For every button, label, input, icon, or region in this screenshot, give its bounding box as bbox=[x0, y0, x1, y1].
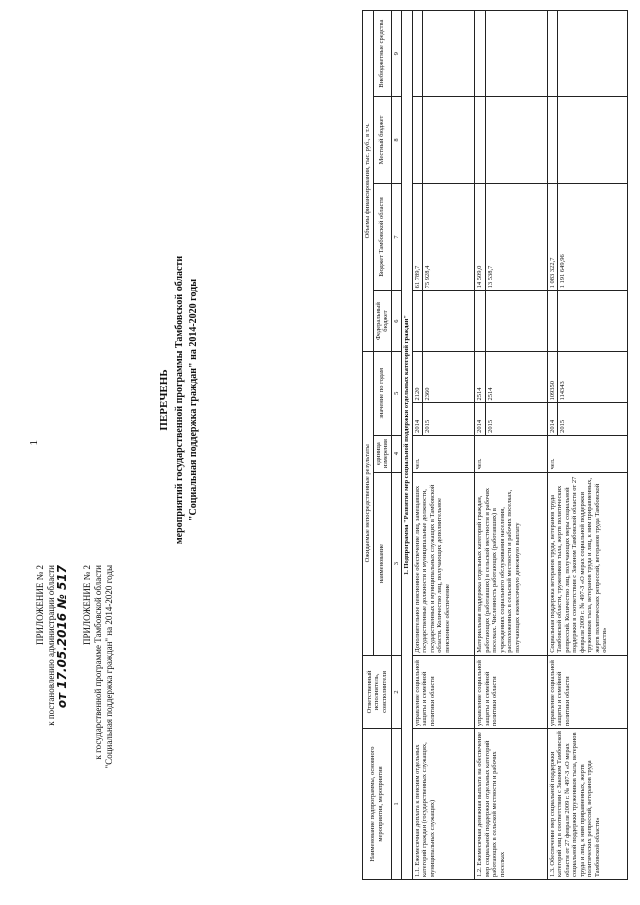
year-cell: 2014 bbox=[412, 403, 423, 435]
value-cell: 2360 bbox=[423, 351, 475, 403]
appendix-decree-ref: к постановлению администрации области bbox=[46, 565, 56, 726]
value-cell: 114343 bbox=[558, 351, 628, 403]
value-cell: 109350 bbox=[547, 351, 558, 403]
fed-budget-cell bbox=[558, 291, 628, 351]
year-cell: 2014 bbox=[547, 403, 558, 435]
table-row bbox=[547, 11, 558, 880]
loc-budget-cell bbox=[412, 97, 423, 183]
table-row bbox=[412, 11, 423, 880]
measure-unit: чел. bbox=[412, 435, 475, 472]
loc-budget-cell bbox=[423, 97, 475, 183]
col-header-fed: Федеральный бюджет bbox=[373, 291, 391, 351]
measure-name: 1.3. Обеспечение мер социальной поддержки категорий лиц в соответствии с Законом Тамбовской области от 27 февраля 2009 г. № 497-З «О мерах социальной поддержки тружеников тыла, ветеранов труда и лиц, к ним приравненных, жертв политических репрессий, ветеранов труда Тамбовской области» bbox=[547, 729, 628, 880]
reg-budget-cell: 75 928,4 bbox=[423, 183, 475, 291]
col-number: 5 bbox=[391, 351, 402, 435]
col-header-responsible: Ответственный исполнитель, соисполнители bbox=[363, 655, 392, 728]
extra-budget-cell bbox=[485, 11, 547, 97]
measure-name: 1.2. Ежемесячная денежная выплата на обеспечение мер социальной поддержки отдельных категорий работающих в сельской местности и рабочих поселках bbox=[475, 729, 548, 880]
col-header-extra: Внебюджетные средства bbox=[373, 11, 391, 97]
measure-unit: чел. bbox=[475, 435, 548, 472]
extra-budget-cell bbox=[423, 11, 475, 97]
col-number: 3 bbox=[391, 472, 402, 655]
col-number: 2 bbox=[391, 655, 402, 728]
col-header-exp-name: наименование bbox=[373, 472, 391, 655]
extra-budget-cell bbox=[412, 11, 423, 97]
measure-expected-result: Социальная поддержка ветеранов труда, ветеранов труда Тамбовской области, тружеников тыла, жертв политических репрессий. Количество лиц, получающих меры социальной поддержки в соответствии с Законом Тамбовской области от 27 февраля 2009 г. № 497-З «О мерах социальной поддержки тружеников тыла, ветеранов труда и лиц, к ним приравненных, жертв политических репрессий, ветеранов труда Тамбовской области» bbox=[547, 472, 628, 655]
year-cell: 2015 bbox=[485, 403, 547, 435]
measure-responsible: управление социальной защиты и семейной политики области bbox=[475, 655, 548, 728]
appendix-program-label: ПРИЛОЖЕНИЕ № 2 bbox=[82, 565, 92, 646]
reg-budget-cell: 1 191 649,96 bbox=[558, 183, 628, 291]
value-cell: 2514 bbox=[475, 351, 486, 403]
fed-budget-cell bbox=[423, 291, 475, 351]
col-number: 9 bbox=[391, 11, 402, 97]
value-cell: 2514 bbox=[485, 351, 547, 403]
measure-name: 1.1. Ежемесячная доплата к пенсиям отдельных категорий граждан (государственных служащих, муниципальных служащих) bbox=[412, 729, 475, 880]
reg-budget-cell: 14 509,0 bbox=[475, 183, 486, 291]
col-header-exp-unit: единица измерения bbox=[373, 435, 391, 472]
table-header-row bbox=[363, 11, 374, 880]
col-header-expected: Ожидаемые непосредственные результаты bbox=[363, 351, 374, 655]
fed-budget-cell bbox=[547, 291, 558, 351]
subprogram-row bbox=[402, 11, 413, 880]
column-numbers-row bbox=[391, 11, 402, 880]
document-program-name: "Социальная поддержка граждан" на 2014-2020 годы bbox=[188, 278, 199, 522]
table-row bbox=[475, 11, 486, 880]
col-header-loc: Местный бюджет bbox=[373, 97, 391, 183]
appendix-decree-label: ПРИЛОЖЕНИЕ № 2 bbox=[35, 565, 45, 646]
fed-budget-cell bbox=[475, 291, 486, 351]
col-number: 8 bbox=[391, 97, 402, 183]
year-cell: 2015 bbox=[558, 403, 628, 435]
loc-budget-cell bbox=[475, 97, 486, 183]
col-number: 7 bbox=[391, 183, 402, 291]
col-number: 4 bbox=[391, 435, 402, 472]
value-cell: 2120 bbox=[412, 351, 423, 403]
extra-budget-cell bbox=[547, 11, 558, 97]
appendix-program-name: "Социальная поддержка граждан" на 2014-2020 годы bbox=[104, 565, 114, 769]
year-cell: 2015 bbox=[423, 403, 475, 435]
subprogram-title: 1. Подпрограмма "Развитие мер социальной поддержки отдельных категорий граждан" bbox=[402, 11, 413, 880]
appendix-program-ref: к государственной программе Тамбовской области bbox=[93, 565, 103, 760]
fed-budget-cell bbox=[485, 291, 547, 351]
year-cell: 2014 bbox=[475, 403, 486, 435]
extra-budget-cell bbox=[475, 11, 486, 97]
col-number: 1 bbox=[391, 729, 402, 880]
col-header-exp-value: значение по годам bbox=[373, 351, 391, 435]
reg-budget-cell: 1 083 322,7 bbox=[547, 183, 558, 291]
loc-budget-cell bbox=[485, 97, 547, 183]
page-number: 1 bbox=[28, 440, 40, 446]
measure-responsible: управление социальной защиты и семейной политики области bbox=[412, 655, 475, 728]
reg-budget-cell: 61 789,7 bbox=[412, 183, 423, 291]
loc-budget-cell bbox=[558, 97, 628, 183]
extra-budget-cell bbox=[558, 11, 628, 97]
col-header-funding: Объемы финансирования, тыс. руб., в т.ч. bbox=[363, 11, 374, 352]
appendix-decree-header bbox=[35, 565, 68, 895]
col-number: 6 bbox=[391, 291, 402, 351]
handwritten-date-number: от 17.05.2016 № 517 bbox=[55, 565, 69, 709]
col-header-reg: Бюджет Тамбовской области bbox=[373, 183, 391, 291]
reg-budget-cell: 13 538,7 bbox=[485, 183, 547, 291]
measure-responsible: управление социальной защиты и семейной политики области bbox=[547, 655, 628, 728]
col-header-name: Наименование подпрограммы, основного мероприятия, мероприятия bbox=[363, 729, 392, 880]
measure-expected-result: Материальная поддержка отдельных категорий граждан, работающих (работавших) в сельской местности и рабочих поселках. Численность работающих (работавших) в учреждениях социального обслуживания населения, расположенных в сельской местности и рабочих поселках, получающих ежемесячную денежную выплату bbox=[475, 472, 548, 655]
document-title: ПЕРЕЧЕНЬ bbox=[158, 369, 170, 431]
appendix-program-header bbox=[82, 565, 115, 895]
measure-unit: чел. bbox=[547, 435, 628, 472]
measure-expected-result: Дополнительное пенсионное обеспечение лиц, замещавших государственные должности и муниципальные должности, государственных и муниципальных служащих в Тамбовской области. Количество лиц, получающих дополнительное пенсионное обеспечение bbox=[412, 472, 475, 655]
document-subtitle: мероприятий государственной программы Тамбовской области bbox=[174, 255, 185, 545]
loc-budget-cell bbox=[547, 97, 558, 183]
fed-budget-cell bbox=[412, 291, 423, 351]
measures-table bbox=[362, 10, 628, 880]
